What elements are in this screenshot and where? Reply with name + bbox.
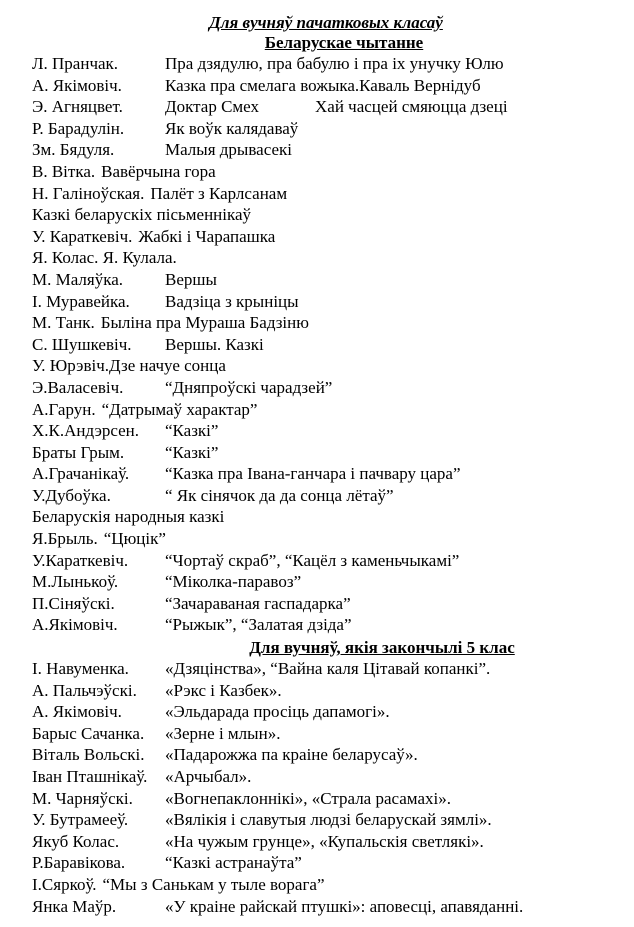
author-name: Зм. Бядуля. [32, 140, 115, 160]
work-title: “Датрымаў характар” [101, 399, 258, 419]
work-title: “Казкі астранаўта” [165, 853, 302, 873]
work-title: «Эльдарада просіць дапамогі». [165, 702, 390, 722]
author-name: Беларускія народныя казкі [32, 507, 225, 527]
work-title: «Арчыбал». [165, 767, 252, 786]
author-name: М. Танк. [32, 313, 95, 333]
list-item [0, 571, 634, 593]
author-name: У. Караткевіч. [32, 226, 133, 246]
work-title: Казка пра смелага вожыка.Каваль Вернідуб [165, 75, 481, 95]
author-name: В. Вітка. [32, 161, 96, 181]
work-title: Быліна пра Мураша Бадзіню [100, 313, 309, 333]
author-name: Іван Пташнікаў. [32, 767, 148, 786]
work-title: Жабкі і Чарапашка [138, 226, 276, 246]
work-title: «Зерне і млын». [165, 723, 281, 743]
work-title: «Вялікія і славутыя людзі беларускай зямлі». [165, 810, 492, 830]
author-name: Я.Брыль. [32, 529, 98, 549]
work-title: “Казка пра Івана-ганчара і пачвару цара” [165, 464, 461, 484]
work-title: “Чортаў скраб”, “Кацёл з каменьчыкамі” [165, 550, 460, 570]
list-item [0, 269, 634, 291]
list-item [0, 204, 634, 226]
author-name: Р.Баравікова. [32, 853, 126, 873]
author-name: Казкі беларускіх пісьменнікаў [32, 205, 252, 225]
list-item [0, 614, 634, 636]
list-item [0, 701, 634, 723]
list-item [0, 334, 634, 356]
list-item [0, 658, 634, 680]
list-item [0, 485, 634, 507]
work-title: «На чужым грунце», «Купальскія светлякі». [165, 831, 484, 851]
heading-grade-5: Для вучняў, якія закончылі 5 клас [249, 638, 515, 658]
work-title: Вадзіца з крыніцы [165, 291, 299, 311]
list-item [0, 355, 634, 377]
list-item [0, 226, 634, 248]
work-title: «Рэкс і Казбек». [165, 680, 282, 700]
author-name: Барыс Сачанка. [32, 723, 145, 743]
work-title: “Зачараваная гаспадарка” [165, 593, 351, 613]
list-item [0, 788, 634, 810]
author-name: І. Навуменка. [32, 659, 129, 679]
list-item [0, 896, 634, 918]
work-title: “Казкі” [165, 421, 219, 441]
work-title: Пра дзядулю, пра бабулю і пра іх унучку Юлю [165, 54, 504, 73]
author-name: Віталь Вольскі. [32, 745, 145, 765]
list-item [0, 528, 634, 550]
author-name: П.Сіняўскі. [32, 593, 115, 613]
author-name: А. Якімовіч. [32, 75, 122, 95]
list-item [0, 723, 634, 745]
work-title: «Падарожжа па краіне беларусаў». [165, 745, 418, 765]
work-title: «Вогнепаклоннікі», «Страла расамахі». [165, 788, 451, 808]
list-item [0, 75, 634, 97]
author-name: Якуб Колас. [32, 831, 120, 851]
author-name: У. Юрэвіч.Дзе начуе сонца [32, 356, 226, 376]
list-item [0, 399, 634, 421]
author-name: М.Лынькоў. [32, 572, 119, 592]
author-name: І.Сяркоў. [32, 874, 97, 894]
list-item [0, 852, 634, 874]
heading-primary-grades: Для вучняў пачатковых класаў [209, 13, 443, 32]
author-name: М. Маляўка. [32, 269, 124, 289]
work-title: Вершы [165, 269, 217, 289]
reading-list-primary [0, 53, 634, 636]
list-item [0, 442, 634, 464]
author-name: У.Караткевіч. [32, 550, 129, 570]
work-title: Малыя дрывасекі [165, 140, 292, 160]
author-name: Л. Пранчак. [32, 54, 119, 73]
work-title: Палёт з Карлсанам [150, 183, 288, 203]
list-item [0, 183, 634, 205]
list-item [0, 53, 634, 75]
work-title: “ Як сінячок да да сонца лётаў” [165, 485, 394, 505]
work-title: «У краіне райскай птушкі»: аповесці, апавяданні. [165, 896, 524, 916]
work-title: Як воўк калядаваў [165, 118, 299, 138]
work-title: «Дзяцінства», “Вайна каля Цітавай копанкі”. [165, 659, 491, 679]
author-name: У.Дубоўка. [32, 485, 111, 505]
list-item [0, 96, 634, 118]
list-item [0, 744, 634, 766]
list-item [0, 161, 634, 183]
work-title: “Мы з Санькам у тыле ворага” [102, 874, 325, 894]
work-title: “Дняпроўскі чарадзей” [165, 377, 333, 397]
author-name: А.Гарун. [32, 399, 96, 419]
author-name: А. Пальчэўскі. [32, 680, 137, 700]
list-item [0, 463, 634, 485]
list-item [0, 312, 634, 334]
reading-list-grade-5 [0, 658, 634, 917]
author-name: А.Якімовіч. [32, 615, 118, 635]
list-item [0, 247, 634, 269]
work-title-extra: Хай часцей смяюцца дзеці [315, 97, 508, 117]
work-title: “Міколка-паравоз” [165, 572, 302, 592]
list-item [0, 139, 634, 161]
work-title: Вершы. Казкі [165, 334, 264, 354]
list-item [0, 766, 634, 788]
heading-belarusian-reading: Беларускае чытанне [264, 33, 424, 52]
author-name: С. Шушкевіч. [32, 334, 132, 354]
author-name: Э.Валасевіч. [32, 377, 124, 397]
author-name: У. Бутрамееў. [32, 810, 129, 830]
list-item [0, 680, 634, 702]
work-title: “Казкі” [165, 442, 219, 462]
author-name: Э. Агняцвет. [32, 97, 123, 117]
author-name: Н. Галіноўская. [32, 183, 145, 203]
list-item [0, 550, 634, 572]
list-item [0, 420, 634, 442]
list-item [0, 291, 634, 313]
author-name: Р. Барадулін. [32, 118, 125, 138]
author-name: А.Грачанікаў. [32, 464, 130, 484]
work-title: “Цюцік” [103, 529, 166, 549]
author-name: Я. Колас. Я. Кулала. [32, 248, 177, 268]
list-item [0, 377, 634, 399]
work-title: Вавёрчына гора [101, 161, 216, 181]
author-name: Браты Грым. [32, 442, 125, 462]
author-name: А. Якімовіч. [32, 702, 122, 722]
list-item [0, 118, 634, 140]
work-title: “Рыжык”, “Залатая дзіда” [165, 615, 352, 635]
list-item [0, 506, 634, 528]
author-name: І. Муравейка. [32, 291, 130, 311]
list-item [0, 809, 634, 831]
list-item [0, 593, 634, 615]
work-title: Доктар Смех [165, 97, 259, 117]
list-item [0, 831, 634, 853]
author-name: Х.К.Андэрсен. [32, 421, 140, 441]
author-name: Янка Маўр. [32, 896, 117, 916]
author-name: М. Чарняўскі. [32, 788, 133, 808]
list-item [0, 874, 634, 896]
